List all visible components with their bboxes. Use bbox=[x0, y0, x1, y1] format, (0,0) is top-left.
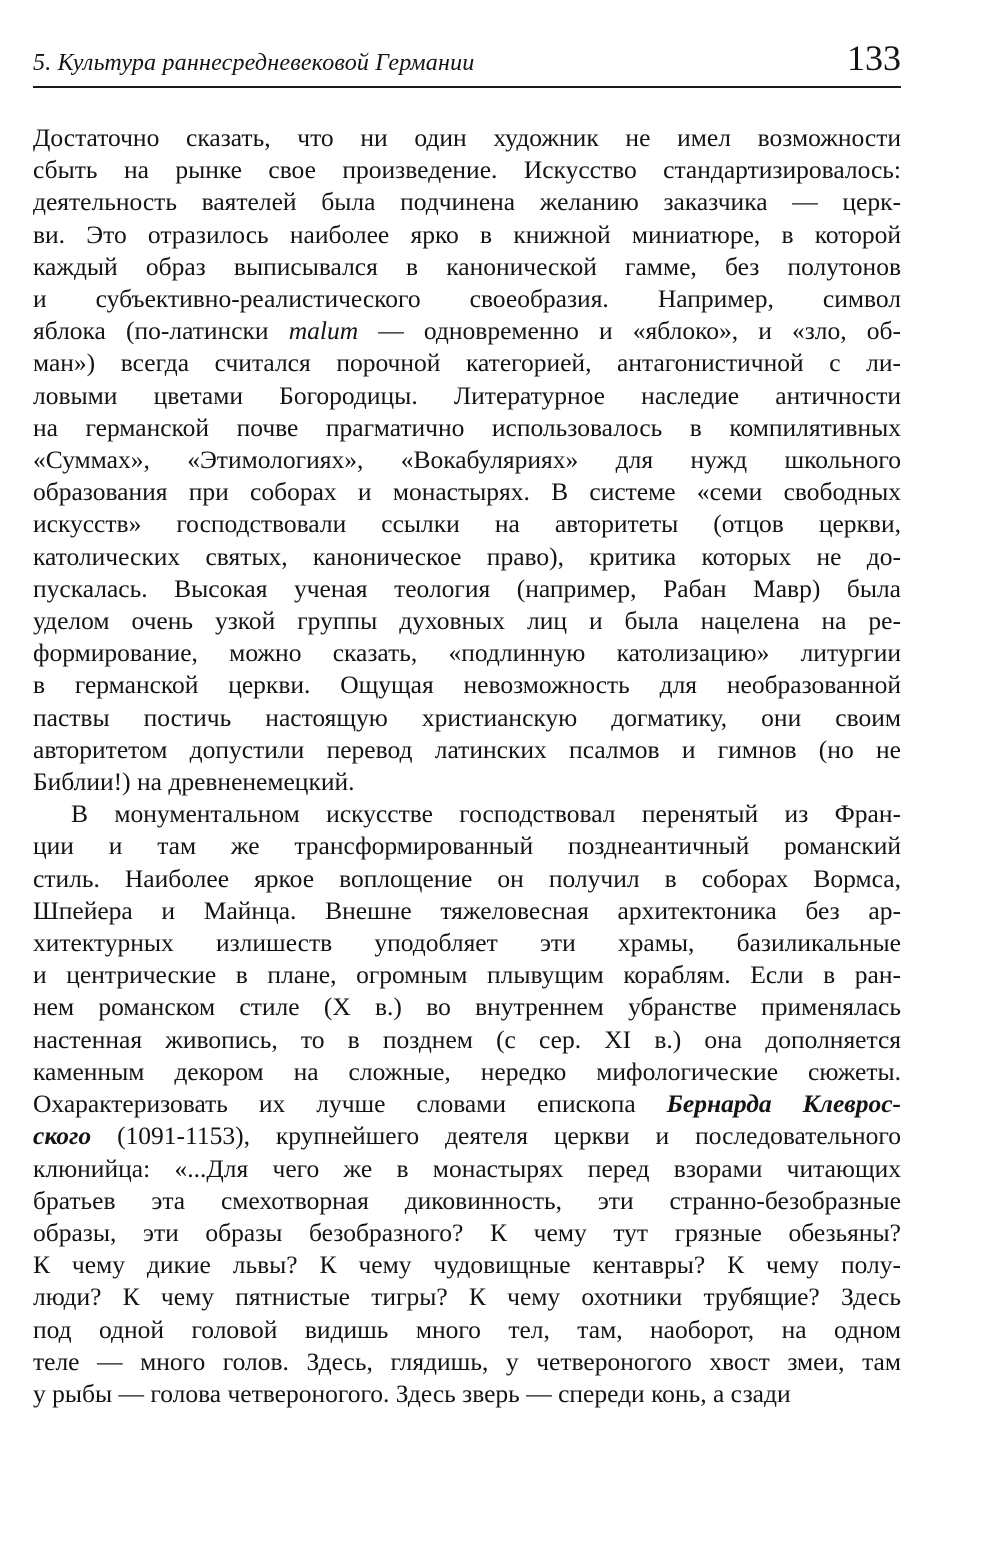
bold-italic-name: Бернарда Клевроc- bbox=[666, 1089, 902, 1119]
text-line: уделом очень узкой группы духовных лиц и была нацелена на ре- bbox=[33, 606, 901, 636]
text-line: под одной головой видишь много тел, там, наоборот, на одном bbox=[33, 1314, 901, 1344]
text-line: в германской церкви. Ощущая невозможность для необразованной bbox=[33, 670, 901, 700]
text-line: деятельность ваятелей была подчинена желанию заказчика — церк- bbox=[33, 187, 901, 217]
paragraph-2 bbox=[33, 798, 901, 1410]
text-line: на германской почве прагматично использовалось в компилятивных bbox=[33, 412, 901, 442]
text-line: братьев эта смехотворная диковинность, эти странно-безобразные bbox=[33, 1185, 901, 1215]
text-line: Шпейера и Майнца. Внешне тяжеловесная архитектоника без ар- bbox=[33, 895, 901, 925]
running-title: 5. Культура раннесредневековой Германии bbox=[33, 50, 475, 76]
text-line: ман») всегда считался порочной категорией, антагонистичной с ли- bbox=[33, 348, 901, 378]
text-line bbox=[33, 1088, 901, 1120]
text-line bbox=[33, 315, 901, 347]
italic-term: malum bbox=[288, 316, 359, 346]
text-line: образования при соборах и монастырях. В системе «семи свободных bbox=[33, 477, 901, 507]
text-line: теле — много голов. Здесь, глядишь, у четвероногого хвост змеи, там bbox=[33, 1346, 901, 1376]
text-line: каждый образ выписывался в канонической гамме, без полутонов bbox=[33, 251, 901, 281]
text-line: В монументальном искусстве господствовал перенятый из Фран- bbox=[71, 799, 901, 829]
text-line: искусств» господствовали ссылки на авторитеты (отцов церкви, bbox=[33, 509, 901, 539]
text-line: ви. Это отразилось наиболее ярко в книжной миниатюре, в которой bbox=[33, 219, 901, 249]
text-line: и центрические в плане, огромным плывущим кораблям. Если в ран- bbox=[33, 960, 901, 990]
text-line: пускалась. Высокая ученая теология (например, Рабан Мавр) была bbox=[33, 573, 901, 603]
text-line: авторитетом допустили перевод латинских псалмов и гимнов (но не bbox=[33, 734, 901, 764]
text-line: каменным декором на сложные, нередко мифологические сюжеты. bbox=[33, 1056, 901, 1086]
text-line bbox=[33, 1120, 901, 1152]
text-run: Охарактеризовать их лучше словами епископа bbox=[33, 1089, 667, 1119]
book-page bbox=[33, 36, 901, 1410]
text-line: и субъективно-реалистического своеобразия. Например, символ bbox=[33, 284, 901, 314]
text-line: ции и там же трансформированный позднеантичный романский bbox=[33, 831, 901, 861]
text-line: образы, эти образы безобразного? К чему тут грязные обезьяны? bbox=[33, 1217, 901, 1247]
text-line: Достаточно сказать, что ни один художник не имел возможности bbox=[33, 123, 901, 152]
text-run: (1091-1153), крупнейшего деятеля церкви и последовательного bbox=[91, 1121, 901, 1151]
text-line: К чему дикие львы? К чему чудовищные кентавры? К чему полу- bbox=[33, 1250, 901, 1280]
text-line: клюнийца: «...Для чего же в монастырях перед взорами читающих bbox=[33, 1153, 901, 1183]
text-line: сбыть на рынке свое произведение. Искусство стандартизировалось: bbox=[33, 155, 901, 185]
text-run: — одновременно и «яблоко», и «зло, об- bbox=[358, 316, 902, 346]
text-line: формирование, можно сказать, «подлинную католизацию» литургии bbox=[33, 638, 901, 668]
text-line: настенная живопись, то в позднем (с сер. XI в.) она дополняется bbox=[33, 1024, 901, 1054]
bold-italic-name: ского bbox=[33, 1121, 92, 1151]
text-line: нем романском стиле (X в.) во внутреннем убранстве применялась bbox=[33, 992, 901, 1022]
text-line: люди? К чему пятнистые тигры? К чему охотники трубящие? Здесь bbox=[33, 1282, 901, 1312]
text-line: стиль. Наиболее яркое воплощение он получил в соборах Вормса, bbox=[33, 863, 901, 893]
text-line: у рыбы — голова четвероногого. Здесь зверь — спереди конь, а сзади bbox=[33, 1378, 791, 1408]
body-text bbox=[33, 122, 901, 1410]
page-number: 133 bbox=[847, 38, 901, 78]
text-line: ловыми цветами Богородицы. Литературное наследие античности bbox=[33, 380, 901, 410]
text-line: хитектурных излишеств уподобляет эти храмы, базиликальные bbox=[33, 928, 901, 958]
text-line: Библии!) на древненемецкий. bbox=[33, 767, 355, 797]
text-run: яблока (по-латински bbox=[33, 316, 289, 346]
running-head bbox=[33, 36, 901, 88]
text-line: паствы постичь настоящую христианскую догматику, они своим bbox=[33, 702, 901, 732]
text-line: католических святых, каноническое право), критика которых не до- bbox=[33, 541, 901, 571]
text-line: «Суммах», «Этимологиях», «Вокабуляриях» для нужд школьного bbox=[33, 445, 901, 475]
paragraph-1 bbox=[33, 122, 901, 798]
